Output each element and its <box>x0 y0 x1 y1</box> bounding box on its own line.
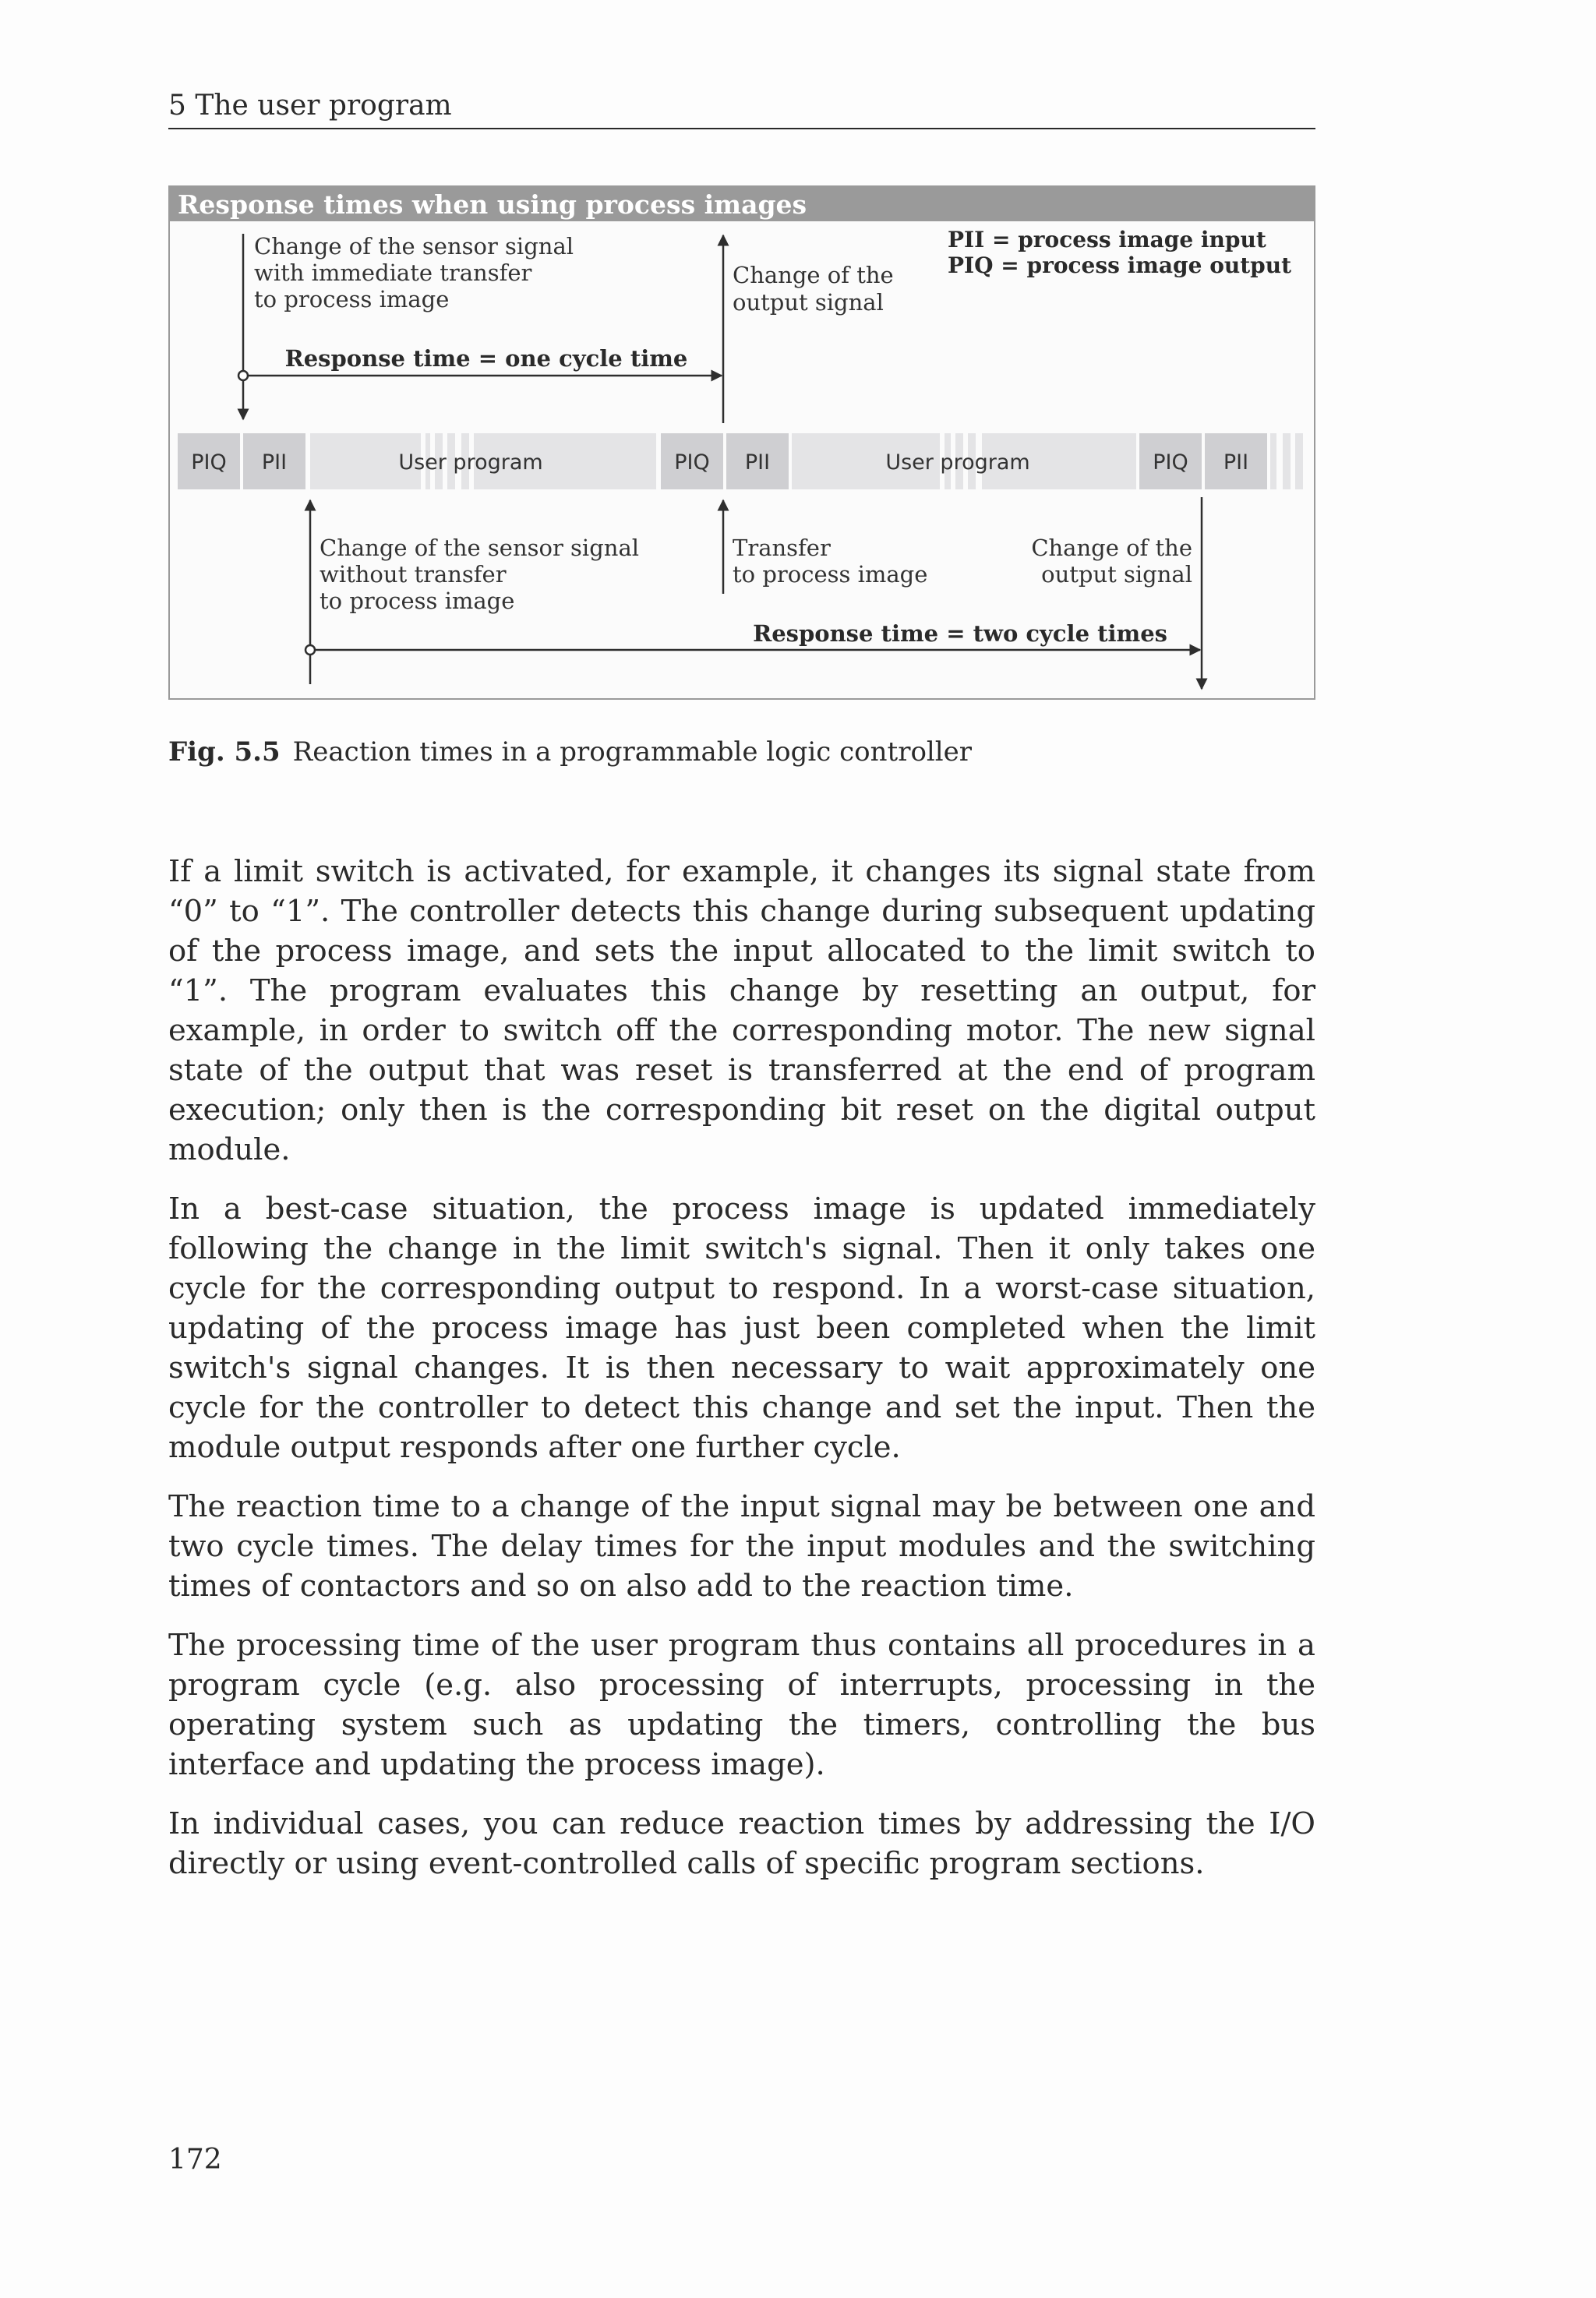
note-line: Change of the <box>1031 535 1192 561</box>
header-rule <box>168 128 1315 129</box>
paragraph: The reaction time to a change of the input signal may be between one and two cycle times. The delay times for the input modules and the switching times of contactors and so on also add to the reaction time. <box>168 1489 1315 1604</box>
segment-label: PIQ <box>1153 450 1188 475</box>
note-line: Transfer <box>733 535 831 561</box>
timeline-bar <box>178 433 1303 489</box>
paragraph: The processing time of the user program thus contains all procedures in a program cycle (e.g. also processing of interrupts, processing in the operating system such as updating the timers, controlling the bus interface and updating the process image). <box>168 1628 1315 1782</box>
start-marker <box>305 645 315 655</box>
segment-label: PII <box>261 450 288 475</box>
note-line: output signal <box>733 289 884 316</box>
legend-pii: PII = process image input <box>948 227 1266 252</box>
segment-label: PII <box>1223 450 1249 475</box>
body-text <box>168 852 1315 1903</box>
segment-label: User program <box>398 450 543 475</box>
segment-label: PIQ <box>674 450 710 475</box>
figure-title: Response times when using process images <box>178 189 807 220</box>
segment-label: User program <box>885 450 1030 475</box>
figure-svg <box>168 185 1315 700</box>
note-line: to process image <box>320 588 515 614</box>
note-line: to process image <box>733 561 928 588</box>
segment-label: PIQ <box>191 450 227 475</box>
note-line: with immediate transfer <box>254 259 532 286</box>
paragraph: In individual cases, you can reduce reaction times by addressing the I/O directly or using event-controlled calls of specific program sections. <box>168 1806 1315 1881</box>
note-line: output signal <box>1041 561 1192 588</box>
response-two-cycles-label: Response time = two cycle times <box>753 620 1167 647</box>
note-line: without transfer <box>320 561 507 588</box>
note-line: Change of the <box>733 262 894 288</box>
segment-break <box>1270 433 1276 489</box>
segment-label: PII <box>744 450 771 475</box>
figure-caption <box>168 734 1315 770</box>
running-head: 5 The user program <box>168 90 452 122</box>
note-line: to process image <box>254 286 450 312</box>
segment-break <box>1283 433 1291 489</box>
paragraph: In a best-case situation, the process image is updated immediately following the change in the limit switch's signal. Then it only takes one cycle for the corresponding output to respond. In a worst-case situation, updating of the process image has just been completed when the limit switch's signal changes. It is then necessary to wait approximately one cycle for the controller to detect this change and set the input. Then the module output responds after one further cycle. <box>168 1191 1315 1465</box>
page-number: 172 <box>168 2144 222 2176</box>
response-one-cycle-label: Response time = one cycle time <box>284 345 688 372</box>
start-marker <box>238 371 248 380</box>
note-output-change-bottom <box>1031 535 1192 588</box>
legend-piq: PIQ = process image output <box>948 252 1292 278</box>
segment-break <box>1295 433 1303 489</box>
note-output-change-top <box>733 262 894 316</box>
note-line: Change of the sensor signal <box>254 233 574 259</box>
caption-text: Reaction times in a programmable logic controller <box>292 736 973 768</box>
response-time-figure <box>168 185 1315 700</box>
paragraph: If a limit switch is activated, for example, it changes its signal state from “0” to “1”. The controller detects this change during subsequent updating of the process image, and sets the input allocated to the limit switch to “1”. The program evaluates this change by resetting an output, for example, in order to switch off the corresponding motor. The new signal state of the output that was reset is transferred at the end of program execution; only then is the corresponding bit reset on the digital output module. <box>168 854 1315 1167</box>
note-line: Change of the sensor signal <box>320 535 640 561</box>
caption-label: Fig. 5.5 <box>168 736 281 768</box>
